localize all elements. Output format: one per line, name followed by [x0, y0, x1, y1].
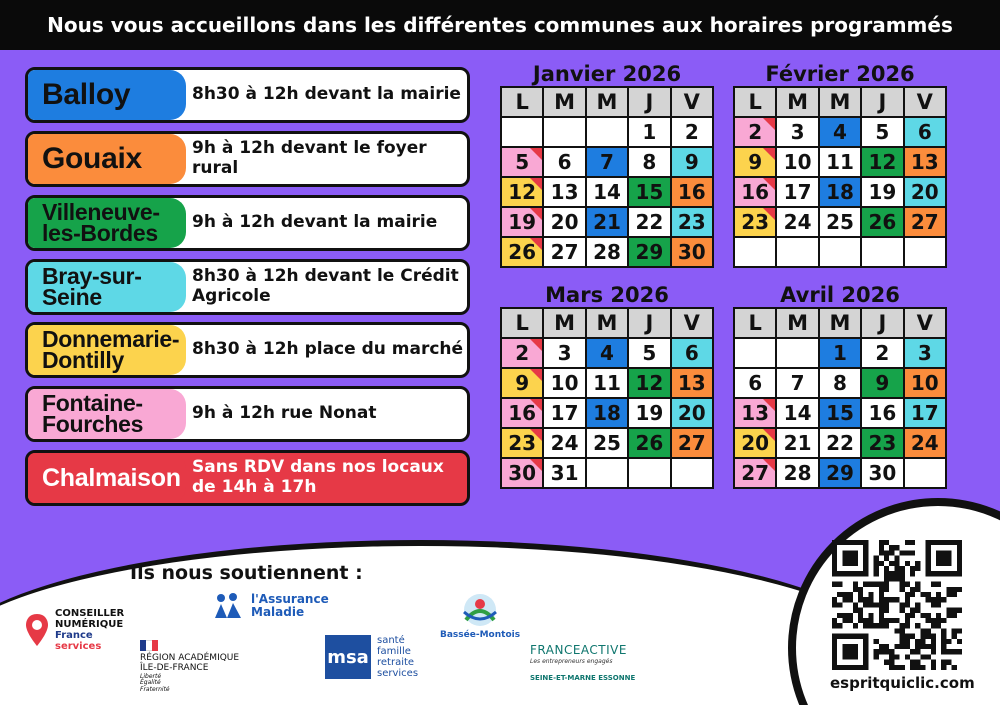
page-title: Nous vous accueillons dans les différentes communes aux horaires programmés: [47, 13, 953, 37]
calendar-day: 6: [735, 369, 775, 397]
calendar-day: 16: [862, 399, 902, 427]
website-link[interactable]: espritquiclic.com: [830, 674, 975, 692]
weekday-header: M: [544, 88, 584, 116]
logo-text: services: [55, 641, 102, 652]
french-flag-icon: [140, 640, 158, 651]
logo-text: NUMÉRIQUE: [55, 619, 124, 630]
calendar-grid: [500, 86, 714, 268]
calendar-day: 22: [629, 208, 669, 236]
calendar-day: 10: [905, 369, 945, 397]
weekday-header: J: [862, 88, 902, 116]
logo-text: FRANCEACTIVE: [530, 643, 627, 657]
conseiller-numerique-logo: [25, 608, 124, 652]
calendar-day: 6: [905, 118, 945, 146]
calendar-day: 17: [905, 399, 945, 427]
calendar-day: 25: [587, 429, 627, 457]
weekday-header: M: [544, 309, 584, 337]
calendar-day: 30: [672, 238, 712, 266]
header-bar: [0, 0, 1000, 50]
weekday-header: V: [672, 88, 712, 116]
calendar-day: 23: [735, 208, 775, 236]
calendar-day: 22: [820, 429, 860, 457]
calendar-day: 19: [629, 399, 669, 427]
calendar-day: 3: [905, 339, 945, 367]
calendar-day: 13: [905, 148, 945, 176]
calendar-day: 20: [672, 399, 712, 427]
logo-text: SEINE-ET-MARNE ESSONNE: [530, 674, 636, 682]
weekday-header: M: [820, 88, 860, 116]
calendar-day: 31: [544, 459, 584, 487]
logo-text: CONSEILLER: [55, 608, 125, 619]
calendar-empty-cell: [544, 118, 584, 146]
calendar-day: 27: [672, 429, 712, 457]
calendar-day: 5: [629, 339, 669, 367]
calendar-day: 6: [672, 339, 712, 367]
weekday-header: L: [502, 88, 542, 116]
location-schedule: 9h à 12h devant la mairie: [192, 212, 438, 233]
location-chalmaison: [25, 450, 470, 506]
bassee-montois-logo: [440, 592, 520, 640]
calendar-fevrier: [733, 62, 947, 268]
calendar-day: 12: [502, 178, 542, 206]
calendar-day: 24: [777, 208, 817, 236]
calendar-day: 23: [862, 429, 902, 457]
logo-text: l'Assurance: [251, 591, 329, 606]
weekday-header: M: [777, 88, 817, 116]
calendar-day: 4: [820, 118, 860, 146]
calendar-day: 30: [862, 459, 902, 487]
logo-text: ÎLE-DE-FRANCE: [140, 662, 209, 673]
calendar-day: 17: [544, 399, 584, 427]
logo-text: Égalité: [140, 679, 161, 687]
calendar-day: 1: [629, 118, 669, 146]
calendar-day: 16: [502, 399, 542, 427]
qr-code[interactable]: [832, 540, 962, 670]
calendar-empty-cell: [735, 339, 775, 367]
calendar-day: 25: [820, 208, 860, 236]
calendar-day: 10: [544, 369, 584, 397]
location-balloy: [25, 67, 470, 123]
support-title: Ils nous soutiennent :: [130, 562, 363, 584]
assurance-maladie-logo: [213, 592, 329, 620]
calendar-day: 7: [587, 148, 627, 176]
calendar-empty-cell: [672, 459, 712, 487]
weekday-header: J: [862, 309, 902, 337]
calendar-day: 20: [544, 208, 584, 236]
weekday-header: M: [777, 309, 817, 337]
calendar-day: 19: [862, 178, 902, 206]
calendar-day: 14: [587, 178, 627, 206]
calendar-title: Mars 2026: [545, 283, 669, 307]
calendar-day: 13: [735, 399, 775, 427]
logo-text: Bassée-Montois: [440, 630, 521, 640]
calendar-empty-cell: [629, 459, 669, 487]
weekday-header: L: [502, 309, 542, 337]
location-gouaix: [25, 131, 470, 187]
region-idf-logo: [140, 640, 239, 694]
calendar-day: 2: [672, 118, 712, 146]
calendar-empty-cell: [820, 238, 860, 266]
location-schedule: 8h30 à 12h devant la mairie: [192, 84, 461, 105]
calendar-day: 20: [905, 178, 945, 206]
people-icon: [213, 592, 245, 620]
calendar-day: 23: [672, 208, 712, 236]
calendar-day: 3: [777, 118, 817, 146]
location-schedule: 9h à 12h rue Nonat: [192, 403, 377, 424]
location-fontaine: [25, 386, 470, 442]
calendar-grid: [500, 307, 714, 489]
calendar-day: 28: [587, 238, 627, 266]
location-name: Chalmaison: [28, 453, 186, 503]
calendar-title: Janvier 2026: [532, 62, 682, 86]
location-schedule: 9h à 12h devant le foyer rural: [192, 138, 427, 178]
logo-text: France: [55, 630, 93, 641]
calendar-day: 9: [672, 148, 712, 176]
location-bray: [25, 259, 470, 315]
calendar-day: 9: [502, 369, 542, 397]
msa-mark: msa: [325, 635, 371, 679]
calendar-title: Avril 2026: [780, 283, 900, 307]
calendar-day: 24: [544, 429, 584, 457]
calendar-empty-cell: [502, 118, 542, 146]
location-schedule: 8h30 à 12h place du marché: [192, 339, 464, 360]
calendar-day: 15: [820, 399, 860, 427]
calendar-day: 21: [777, 429, 817, 457]
logo-text: Maladie: [251, 605, 305, 619]
calendar-day: 26: [502, 238, 542, 266]
calendar-title: Février 2026: [765, 62, 915, 86]
calendar-day: 2: [862, 339, 902, 367]
logo-text: Les entrepreneurs engagés: [530, 658, 613, 665]
calendar-day: 19: [502, 208, 542, 236]
msa-logo: [325, 635, 418, 679]
logo-text: Liberté: [140, 672, 162, 680]
calendar-day: 23: [502, 429, 542, 457]
calendar-day: 10: [777, 148, 817, 176]
calendar-empty-cell: [905, 238, 945, 266]
weekday-header: L: [735, 88, 775, 116]
calendar-day: 11: [587, 369, 627, 397]
logo-text: santé: [377, 635, 405, 646]
location-schedule: Sans RDV dans nos locaux de 14h à 17h: [192, 457, 444, 497]
calendar-day: 6: [544, 148, 584, 176]
calendar-day: 18: [820, 178, 860, 206]
calendar-day: 26: [629, 429, 669, 457]
calendar-day: 16: [672, 178, 712, 206]
logo-text: RÉGION ACADÉMIQUE: [140, 653, 240, 663]
location-donnemarie: [25, 322, 470, 378]
calendar-grid: [733, 307, 947, 489]
calendar-day: 13: [544, 178, 584, 206]
calendar-day: 8: [629, 148, 669, 176]
logo-text: services: [377, 668, 419, 679]
calendar-day: 14: [777, 399, 817, 427]
weekday-header: J: [629, 309, 669, 337]
logo-text: Fraternité: [140, 685, 170, 693]
calendar-day: 18: [587, 399, 627, 427]
weekday-header: M: [820, 309, 860, 337]
calendar-day: 29: [629, 238, 669, 266]
calendar-empty-cell: [862, 238, 902, 266]
calendar-day: 20: [735, 429, 775, 457]
calendar-day: 9: [862, 369, 902, 397]
calendar-day: 16: [735, 178, 775, 206]
location-name: Villeneuve-les-Bordes: [28, 198, 186, 248]
calendar-day: 27: [735, 459, 775, 487]
location-name: Bray-sur-Seine: [28, 262, 186, 312]
weekday-header: J: [629, 88, 669, 116]
weekday-header: V: [672, 309, 712, 337]
calendar-day: 15: [629, 178, 669, 206]
calendar-day: 17: [777, 178, 817, 206]
calendar-day: 12: [629, 369, 669, 397]
weekday-header: V: [905, 309, 945, 337]
location-villeneuve: [25, 195, 470, 251]
location-name: Gouaix: [28, 134, 186, 184]
location-name: Balloy: [28, 70, 186, 120]
calendar-day: 7: [777, 369, 817, 397]
calendar-day: 2: [502, 339, 542, 367]
calendar-day: 26: [862, 208, 902, 236]
calendar-day: 8: [820, 369, 860, 397]
location-name: Fontaine-Fourches: [28, 389, 186, 439]
calendar-day: 9: [735, 148, 775, 176]
calendar-day: 5: [502, 148, 542, 176]
calendar-day: 27: [544, 238, 584, 266]
calendar-day: 27: [905, 208, 945, 236]
calendar-day: 3: [544, 339, 584, 367]
logo-text: famille: [377, 646, 411, 657]
location-schedule: 8h30 à 12h devant le Crédit Agricole: [192, 266, 459, 306]
calendar-empty-cell: [905, 459, 945, 487]
bassee-emblem-icon: [456, 592, 504, 628]
calendar-day: 29: [820, 459, 860, 487]
calendar-janvier: [500, 62, 714, 268]
calendar-empty-cell: [777, 238, 817, 266]
calendar-day: 28: [777, 459, 817, 487]
location-pin-icon: [25, 612, 49, 648]
calendar-empty-cell: [777, 339, 817, 367]
calendar-day: 5: [862, 118, 902, 146]
location-name: Donnemarie-Dontilly: [28, 325, 186, 375]
calendar-grid: [733, 86, 947, 268]
weekday-header: L: [735, 309, 775, 337]
calendar-day: 1: [820, 339, 860, 367]
calendar-empty-cell: [587, 118, 627, 146]
calendar-day: 4: [587, 339, 627, 367]
calendar-empty-cell: [587, 459, 627, 487]
weekday-header: M: [587, 88, 627, 116]
calendar-day: 12: [862, 148, 902, 176]
calendar-day: 2: [735, 118, 775, 146]
logo-text: retraite: [377, 657, 415, 668]
calendar-day: 21: [587, 208, 627, 236]
calendar-day: 24: [905, 429, 945, 457]
calendar-mars: [500, 283, 714, 489]
calendar-avril: [733, 283, 947, 489]
calendar-day: 30: [502, 459, 542, 487]
calendar-day: 13: [672, 369, 712, 397]
france-active-logo: [530, 643, 635, 682]
weekday-header: V: [905, 88, 945, 116]
calendar-day: 11: [820, 148, 860, 176]
calendar-empty-cell: [735, 238, 775, 266]
weekday-header: M: [587, 309, 627, 337]
